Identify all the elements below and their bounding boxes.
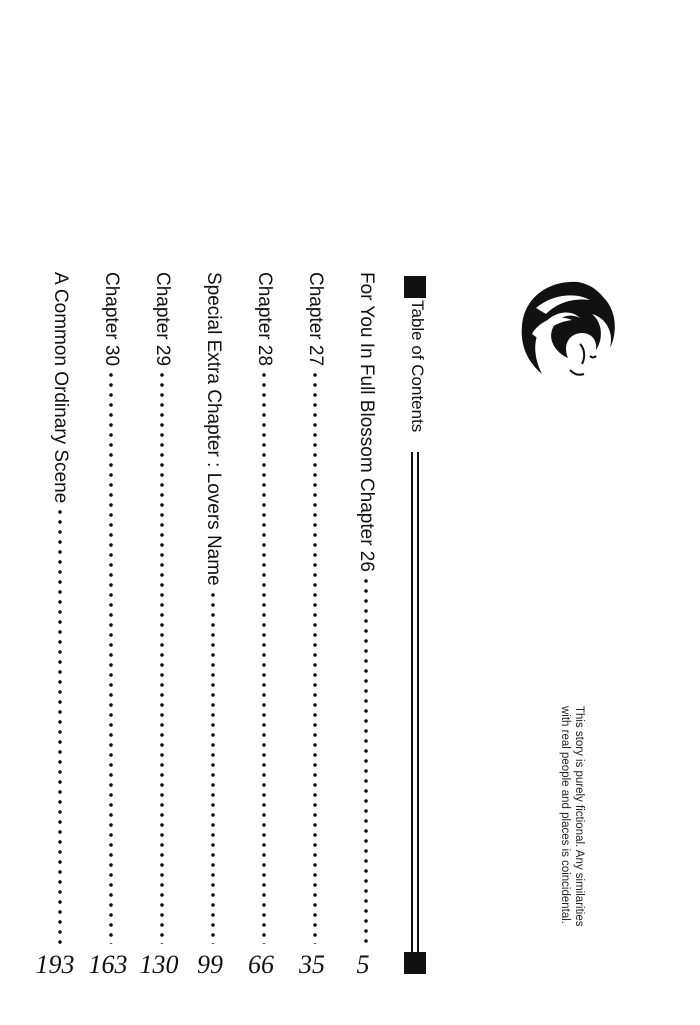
toc-entry-page: 163 [88,950,128,979]
disclaimer-line-2: with real people and places is coincidental. [559,706,571,924]
disclaimer-text [558,706,586,926]
toc-entry-page: 99 [197,950,223,979]
toc-entry-label: Chapter 27 [305,272,326,367]
toc-leader-dots [211,590,215,944]
toc-leader-dots [364,576,368,944]
toc-marker-top [404,276,426,298]
toc-entry-label: Special Extra Chapter : Lovers Name [203,272,224,586]
toc-entry-label: Chapter 30 [101,272,122,367]
toc-title-rule [411,452,419,952]
toc-entry-page: 5 [356,950,370,979]
toc-leader-dots [58,507,62,944]
toc-leader-dots [160,370,164,944]
disclaimer-line-1: This story is purely fictional. Any similarities [573,706,585,927]
toc-entry-page: 35 [299,950,325,979]
hair-logo-icon [518,278,618,386]
toc-entry-label: Chapter 29 [152,272,173,367]
toc-title: Table of Contents [408,300,427,433]
toc-entry-label: For You In Full Blossom Chapter 26 [356,272,377,572]
toc-leader-dots [109,370,113,944]
toc-entry-page: 66 [248,950,274,979]
toc-marker-bottom [404,952,426,974]
toc-entry-label: Chapter 28 [254,272,275,367]
toc-entry-page: 130 [139,950,179,979]
toc-leader-dots [262,370,266,944]
toc-leader-dots [313,370,317,944]
toc-entry-label: A Common Ordinary Scene [50,272,71,504]
toc-entry-page: 193 [35,950,75,979]
